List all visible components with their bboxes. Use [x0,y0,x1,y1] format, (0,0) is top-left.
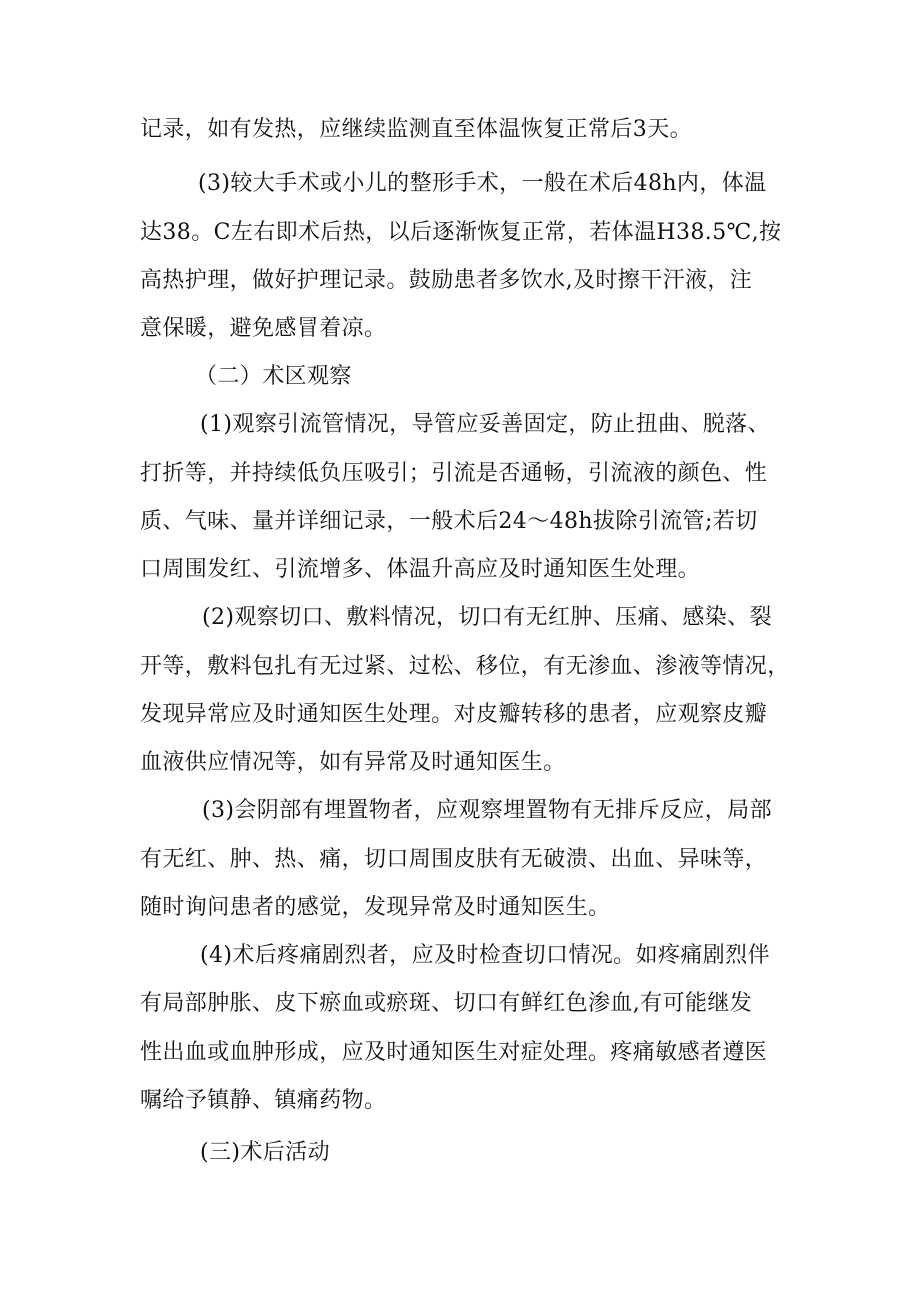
text-line: 随时询问患者的感觉，发现异常及时通知医生。 [140,895,611,920]
text-line: 高热护理，做好护理记录。鼓励患者多饮水,及时擦干汗液，注 [140,268,753,293]
text-line: 意保暖，避免感冒着凉。 [140,316,387,341]
text-line: 质、气味、量并详细记录，一般术后24～48h拔除引流管;若切 [140,509,758,534]
text-line: 嘱给予镇静、镇痛药物。 [140,1088,387,1113]
paragraph-first-line: (2)观察切口、敷料情况，切口有无红肿、压痛、感染、裂 [202,605,772,630]
paragraph-first-line: (3)较大手术或小儿的整形手术，一般在术后48h内，体温 [198,171,767,196]
text-line: 血液供应情况等，如有异常及时通知医生。 [140,750,566,775]
text-line: 发现异常应及时通知医生处理。对皮瓣转移的患者，应观察皮瓣 [140,702,768,727]
paragraph-first-line: (4)术后疼痛剧烈者，应及时检查切口情况。如疼痛剧烈伴 [200,943,770,968]
section-heading: （二）术区观察 [195,364,352,389]
text-line: 性出血或血肿形成，应及时通知医生对症处理。疼痛敏感者遵医 [140,1040,768,1065]
text-line: 达38。C左右即术后热，以后逐渐恢复正常，若体温H38.5℃,按 [140,220,782,245]
text-line: 有无红、肿、热、痛，切口周围皮肤有无破溃、出血、异味等， [140,847,768,872]
text-line: 打折等，并持续低负压吸引；引流是否通畅，引流液的颜色、性 [140,461,768,486]
text-line: 有局部肿胀、皮下瘀血或瘀斑、切口有鲜红色渗血,有可能继发 [140,991,753,1016]
text-line: 口周围发红、引流增多、体温升高应及时通知医生处理。 [140,557,701,582]
section-heading: (三)术后活动 [200,1140,330,1165]
paragraph-first-line: (3)会阴部有埋置物者，应观察埋置物有无排斥反应，局部 [202,798,772,823]
text-line: 记录，如有发热，应继续监测直至体温恢复正常后3天。 [140,117,692,142]
paragraph-first-line: (1)观察引流管情况，导管应妥善固定，防止扭曲、脱落、 [200,412,770,437]
text-line: 开等，敷料包扎有无过紧、过松、移位，有无渗血、渗液等情况， [140,654,790,679]
